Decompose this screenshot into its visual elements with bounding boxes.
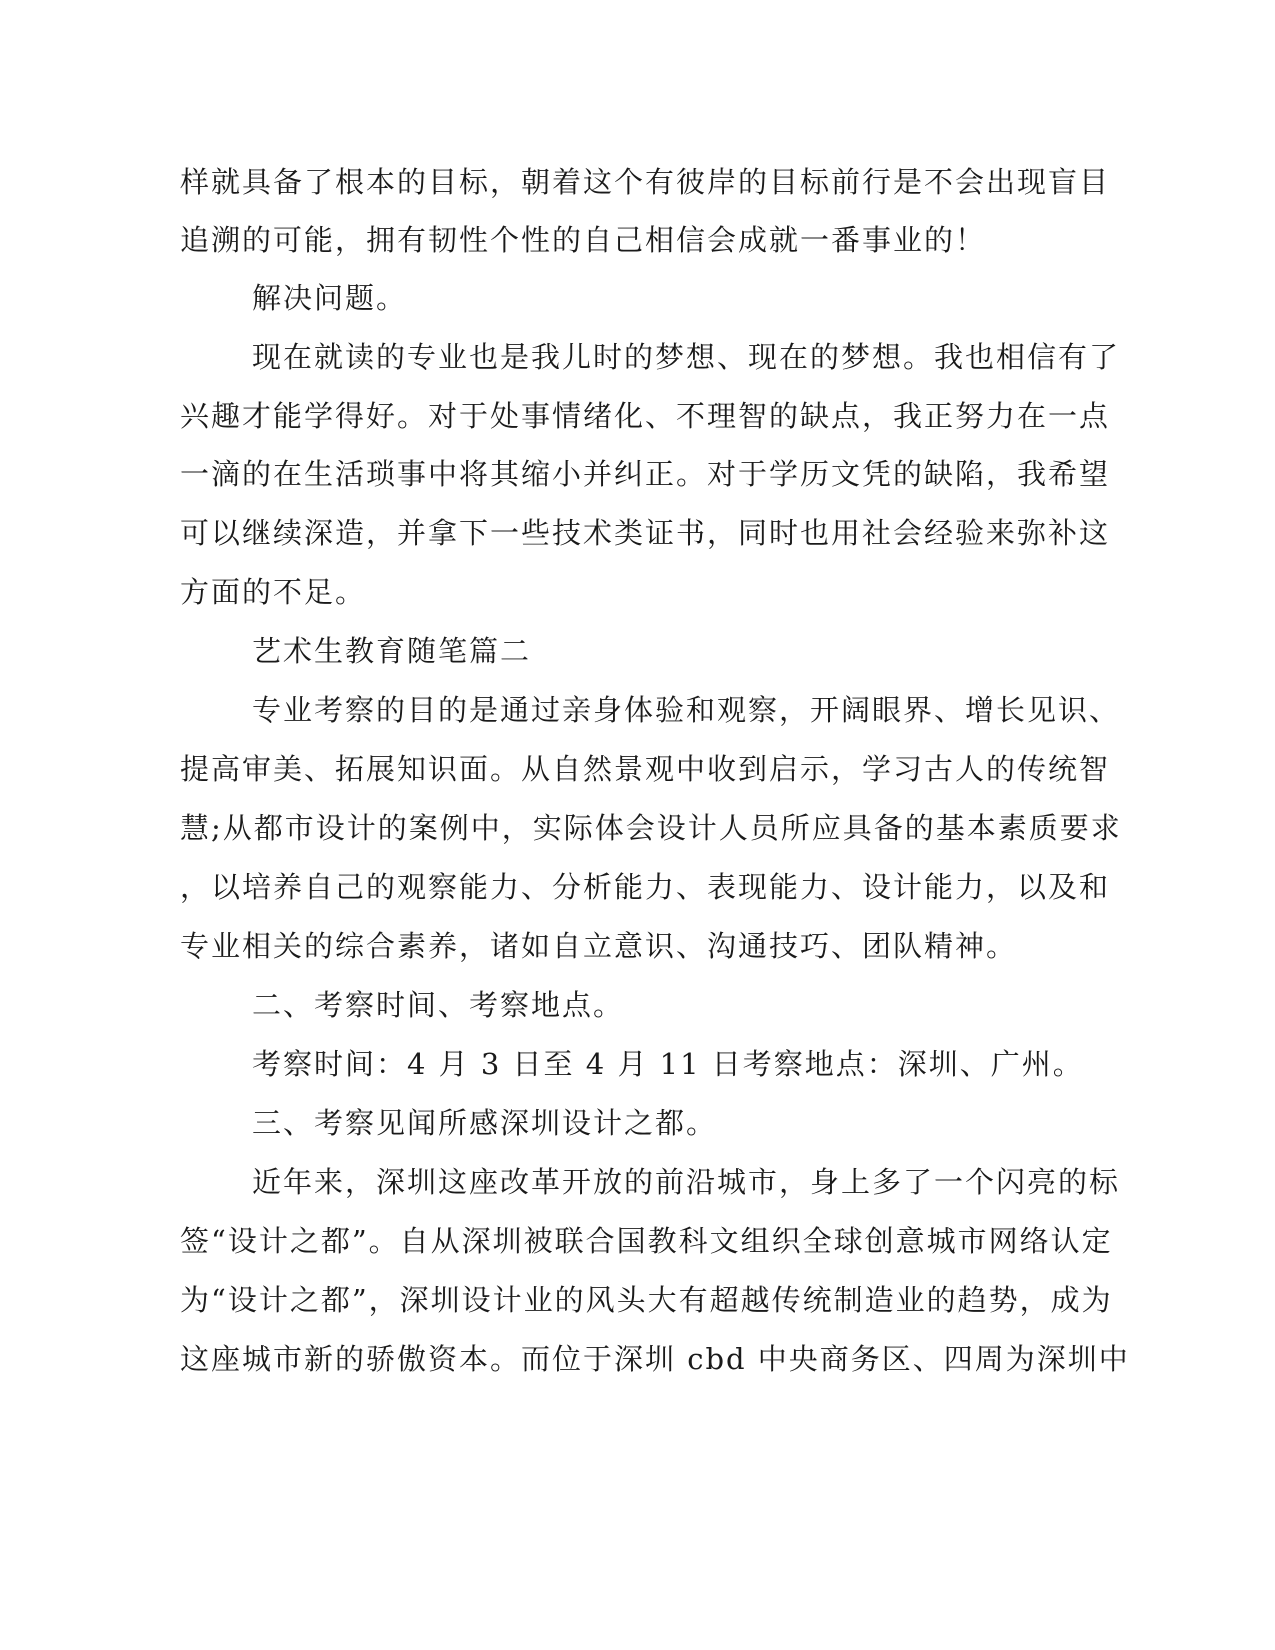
- body-text-line: 提高审美、拓展知识面。从自然景观中收到启示，学习古人的传统智: [180, 752, 1111, 786]
- section-heading: 解决问题。: [252, 281, 408, 315]
- body-text-line: 样就具备了根本的目标，朝着这个有彼岸的目标前行是不会出现盲目: [180, 165, 1111, 199]
- section-heading: 艺术生教育随笔篇二: [252, 634, 532, 668]
- body-text-line: 追溯的可能，拥有韧性个性的自己相信会成就一番事业的！: [180, 223, 987, 257]
- body-text-line: 考察时间：4 月 3 日至 4 月 11 日考察地点：深圳、广州。: [252, 1047, 1084, 1081]
- body-text-line: 可以继续深造，并拿下一些技术类证书，同时也用社会经验来弥补这: [180, 516, 1111, 550]
- body-text-line: 专业相关的综合素养，诸如自立意识、沟通技巧、团队精神。: [180, 929, 1018, 963]
- body-text-line: ，以培养自己的观察能力、分析能力、表现能力、设计能力，以及和: [180, 870, 1111, 904]
- body-text-line: 现在就读的专业也是我儿时的梦想、现在的梦想。我也相信有了: [252, 340, 1121, 374]
- body-text-line: 一滴的在生活琐事中将其缩小并纠正。对于学历文凭的缺陷，我希望: [180, 457, 1111, 491]
- body-text-line: 这座城市新的骄傲资本。而位于深圳 cbd 中央商务区、四周为深圳中: [180, 1342, 1130, 1376]
- section-heading: 二、考察时间、考察地点。: [252, 988, 625, 1022]
- section-heading: 三、考察见闻所感深圳设计之都。: [252, 1106, 718, 1140]
- body-text-line: 方面的不足。: [180, 575, 367, 609]
- body-text-line: 慧;从都市设计的案例中，实际体会设计人员所应具备的基本素质要求: [180, 811, 1122, 845]
- body-text-line: 专业考察的目的是通过亲身体验和观察，开阔眼界、增长见识、: [252, 693, 1121, 727]
- body-text-line: 近年来，深圳这座改革开放的前沿城市，身上多了一个闪亮的标: [252, 1165, 1121, 1199]
- body-text-line: 兴趣才能学得好。对于处事情绪化、不理智的缺点，我正努力在一点: [180, 399, 1111, 433]
- body-text-line: 签“设计之都”。自从深圳被联合国教科文组织全球创意城市网络认定: [180, 1224, 1113, 1258]
- body-text-line: 为“设计之都”，深圳设计业的风头大有超越传统制造业的趋势，成为: [180, 1283, 1113, 1317]
